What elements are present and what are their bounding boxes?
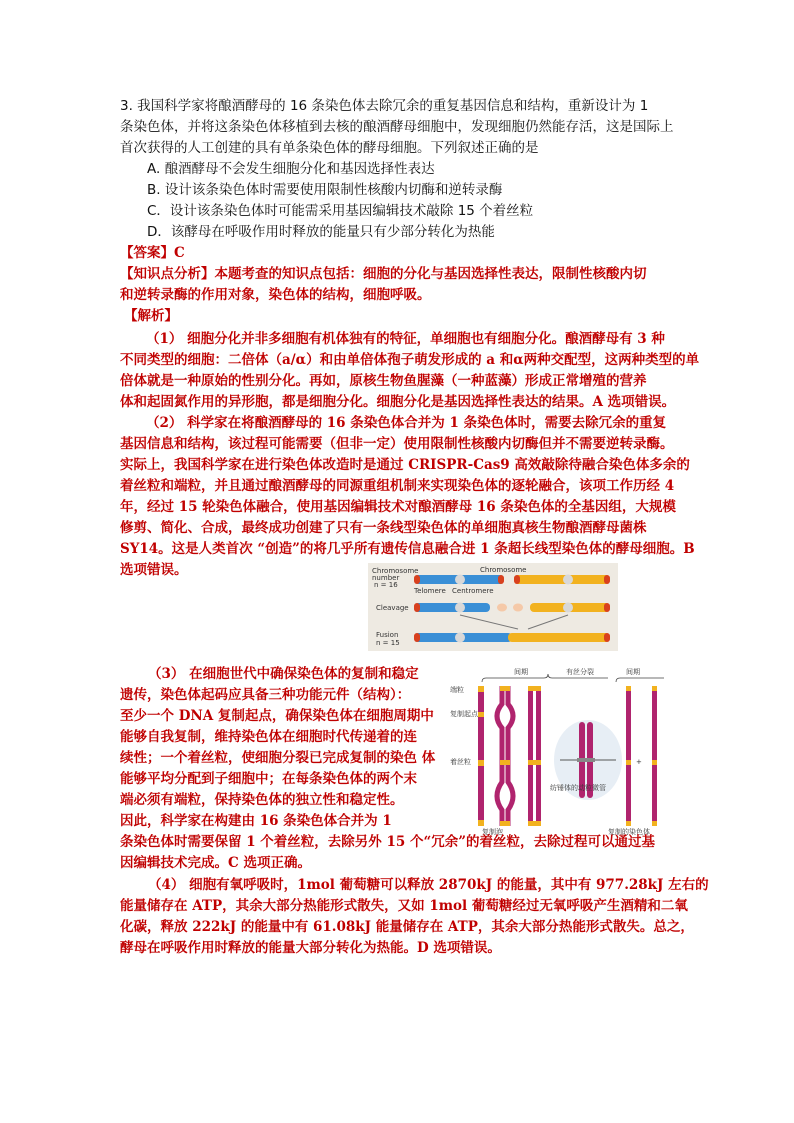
centromere-label: 着丝粒 (450, 758, 471, 766)
telomere-mark (652, 686, 657, 691)
cleaved-telomere (513, 604, 523, 612)
telomere-mark (604, 633, 610, 642)
para-line: （2） 科学家在将酿酒酵母的 16 条染色体合并为 1 条染色体时，需要去除冗余的重复 (146, 415, 667, 431)
telomere-mark (604, 603, 610, 612)
centromere-mark (500, 760, 510, 765)
telomere-mark (604, 575, 610, 584)
para-line: 年，经过 15 轮染色体融合，使用基因编辑技术对酿酒酵母 16 条染色体的全基因组，大规模 (120, 499, 676, 515)
telomere-mark (478, 686, 484, 692)
centromere-mark (626, 760, 631, 765)
row3-n: n = 15 (376, 639, 400, 647)
bubble-label: 复制泡 (482, 828, 503, 836)
interphase-label-2: 间期 (626, 668, 640, 676)
option-a: A. 酿酒酵母不会发生细胞分化和基因选择性表达 (147, 161, 435, 177)
para-line: 选项错误。 (120, 562, 188, 578)
para-line: 续性；一个着丝粒，使细胞分裂已完成复制的染色 体 (120, 750, 436, 766)
para-line: 能够平均分配到子细胞中；在每条染色体的两个末 (120, 771, 417, 787)
interphase-label: 间期 (514, 668, 528, 676)
centromere-label: Centromere (452, 587, 494, 595)
analysis-para-2 (120, 413, 695, 581)
telomere-label: Telomere (414, 587, 446, 595)
telomere-mark (514, 575, 520, 584)
centromere-mark (563, 603, 573, 613)
para-line: 化碳，释放 222kJ 的能量中有 61.08kJ 能量储存在 ATP，其余大部分热能形式散失。总之， (120, 919, 694, 935)
replicating-chromosome (497, 686, 502, 826)
telomere-mark (414, 603, 420, 612)
telomere-mark (528, 686, 541, 691)
analysis-para-3b (120, 811, 655, 874)
analysis-para-4 (120, 875, 709, 959)
answer-line: 【答案】C (120, 245, 185, 261)
analysis-header: 【解析】 (124, 308, 178, 324)
daughter-chromosome (626, 686, 631, 826)
para-line: 端必须有端粒，保持染色体的独立性和稳定性。 (120, 792, 404, 808)
para-line: 遗传，染色体起码应具备三种功能元件（结构）： (120, 687, 411, 703)
chromosome-bar (478, 686, 484, 826)
knowledge-line: 和逆转录酶的作用对象，染色体的结构，细胞呼吸。 (120, 287, 431, 303)
para-line: 基因信息和结构，该过程可能需要（但非一定）使用限制性核酸内切酶但并不需要逆转录酶。 (120, 436, 674, 452)
para-line: 能够自我复制，维持染色体在细胞时代传递着的连 (120, 729, 417, 745)
row1-label-b: number (372, 574, 400, 582)
centromere-mark (652, 760, 657, 765)
cleaved-telomere (497, 604, 507, 612)
knowledge-line: 【知识点分析】本题考查的知识点包括：细胞的分化与基因选择性表达，限制性核酸内切 (120, 266, 647, 282)
telomere-mark (626, 686, 631, 691)
option-c: C．设计该条染色体时可能需采用基因编辑技术敲除 15 个着丝粒 (147, 203, 534, 219)
kinetochore (577, 758, 595, 762)
para-line: SY14。这是人类首次 “创造”的将几乎所有遗传信息融合进 1 条超长线型染色体的酵母细胞。B (120, 541, 695, 557)
centromere-mark (455, 575, 465, 585)
question-stem-line: 条染色体，并将这条染色体移植到去核的酿酒酵母细胞中，发现细胞仍然能存活，这是国际上 (120, 119, 674, 135)
fused-chromosome-yellow (508, 633, 610, 642)
question-block (120, 96, 674, 243)
row1-label-a: Chromosome (372, 567, 419, 575)
spindle-label: 纺锤体的动粒微管 (550, 784, 606, 792)
mitosis-label: 有丝分裂 (566, 668, 594, 676)
cleavage-label: Cleavage (376, 604, 409, 612)
plus-sign: + (636, 758, 642, 766)
question-stem-line: 3. 我国科学家将酿酒酵母的 16 条染色体去除冗余的重复基因信息和结构，重新设计为 1 (120, 98, 649, 114)
para-line: （4） 细胞有氧呼吸时，1mol 葡萄糖可以释放 2870kJ 的能量，其中有 977.28kJ 左右的 (148, 877, 709, 893)
origin-mark (478, 712, 484, 717)
para-line: 实际上，我国科学家在进行染色体改造时是通过 CRISPR-Cas9 高效敲除待融合染色体多余的 (120, 457, 690, 473)
para-line: （1） 细胞分化并非多细胞有机体独有的特征，单细胞也有细胞分化。酿酒酵母有 3 种 (146, 331, 665, 347)
chromatid (528, 686, 533, 826)
centromere-mark (455, 603, 465, 613)
para-line: 着丝粒和端粒，并且通过酿酒酵母的同源重组机制来实现染色体的逐轮融合，该项工作历经 4 (120, 478, 675, 494)
replicating-chromosome (508, 686, 513, 826)
chromosome-label: Chromosome (480, 566, 527, 574)
centromere-mark (455, 633, 465, 643)
chromatid (536, 686, 541, 826)
para-line: 倍体就是一种原始的性别分化。再如，原核生物鱼腥藻（一种蓝藻）形成正常增殖的营养 (120, 373, 647, 389)
para-line: 因此，科学家在构建由 16 条染色体合并为 1 (120, 813, 392, 829)
analysis-para-3 (120, 664, 435, 811)
para-line: 条染色体时需要保留 1 个着丝粒，去除另外 15 个“冗余”的着丝粒，去除过程可以通过基 (120, 834, 656, 850)
telomere-mark (414, 633, 420, 642)
centromere-mark (528, 760, 541, 765)
telomere-mark (500, 686, 510, 691)
chromosome-fusion-figure (368, 563, 618, 651)
telomere-label: 端粒 (450, 686, 464, 694)
blue-chromosome (414, 603, 490, 612)
centromere-mark (478, 760, 484, 766)
para-line: 因编辑技术完成。C 选项正确。 (120, 855, 311, 871)
option-d: D．该酵母在呼吸作用时释放的能量只有少部分转化为热能 (147, 224, 495, 240)
analysis-para-1 (120, 329, 699, 413)
answer-block (120, 243, 647, 327)
question-stem-line: 首次获得的人工创建的具有单条染色体的酵母细胞。下列叙述正确的是 (120, 140, 539, 156)
para-line: （3） 在细胞世代中确保染色体的复制和稳定 (148, 666, 419, 682)
daughter-chromosome (652, 686, 657, 826)
replicated-label: 复制的染色体 (608, 828, 650, 836)
origin-label: 复制起点 (450, 710, 478, 718)
fusion-label: Fusion (376, 631, 399, 639)
telomere-mark (414, 575, 420, 584)
centromere-mark (563, 575, 573, 585)
para-line: 体和起固氮作用的异形胞，都是细胞分化。细胞分化是基因选择性表达的结果。A 选项错误。 (120, 394, 676, 410)
yellow-chromosome (514, 575, 610, 584)
para-line: 不同类型的细胞：二倍体（a/α）和由单倍体孢子萌发形成的 a 和α两种交配型，这两种类型的单 (120, 352, 700, 368)
para-line: 酵母在呼吸作用时释放的能量大部分转化为热能。D 选项错误。 (120, 940, 501, 956)
para-line: 能量储存在 ATP，其余大部分热能形式散失，又如 1mol 葡萄糖经过无氧呼吸产生酒精和二氧 (120, 898, 688, 914)
option-b: B. 设计该条染色体时需要使用限制性核酸内切酶和逆转录酶 (147, 182, 503, 198)
para-line: 修剪、简化、合成，最终成功创建了只有一条线型染色体的单细胞真核生物酿酒酵母菌株 (120, 520, 647, 536)
telomere-mark (498, 575, 504, 584)
para-line: 至少一个 DNA 复制起点，确保染色体在细胞周期中 (120, 708, 434, 724)
row1-n: n = 16 (374, 581, 398, 589)
